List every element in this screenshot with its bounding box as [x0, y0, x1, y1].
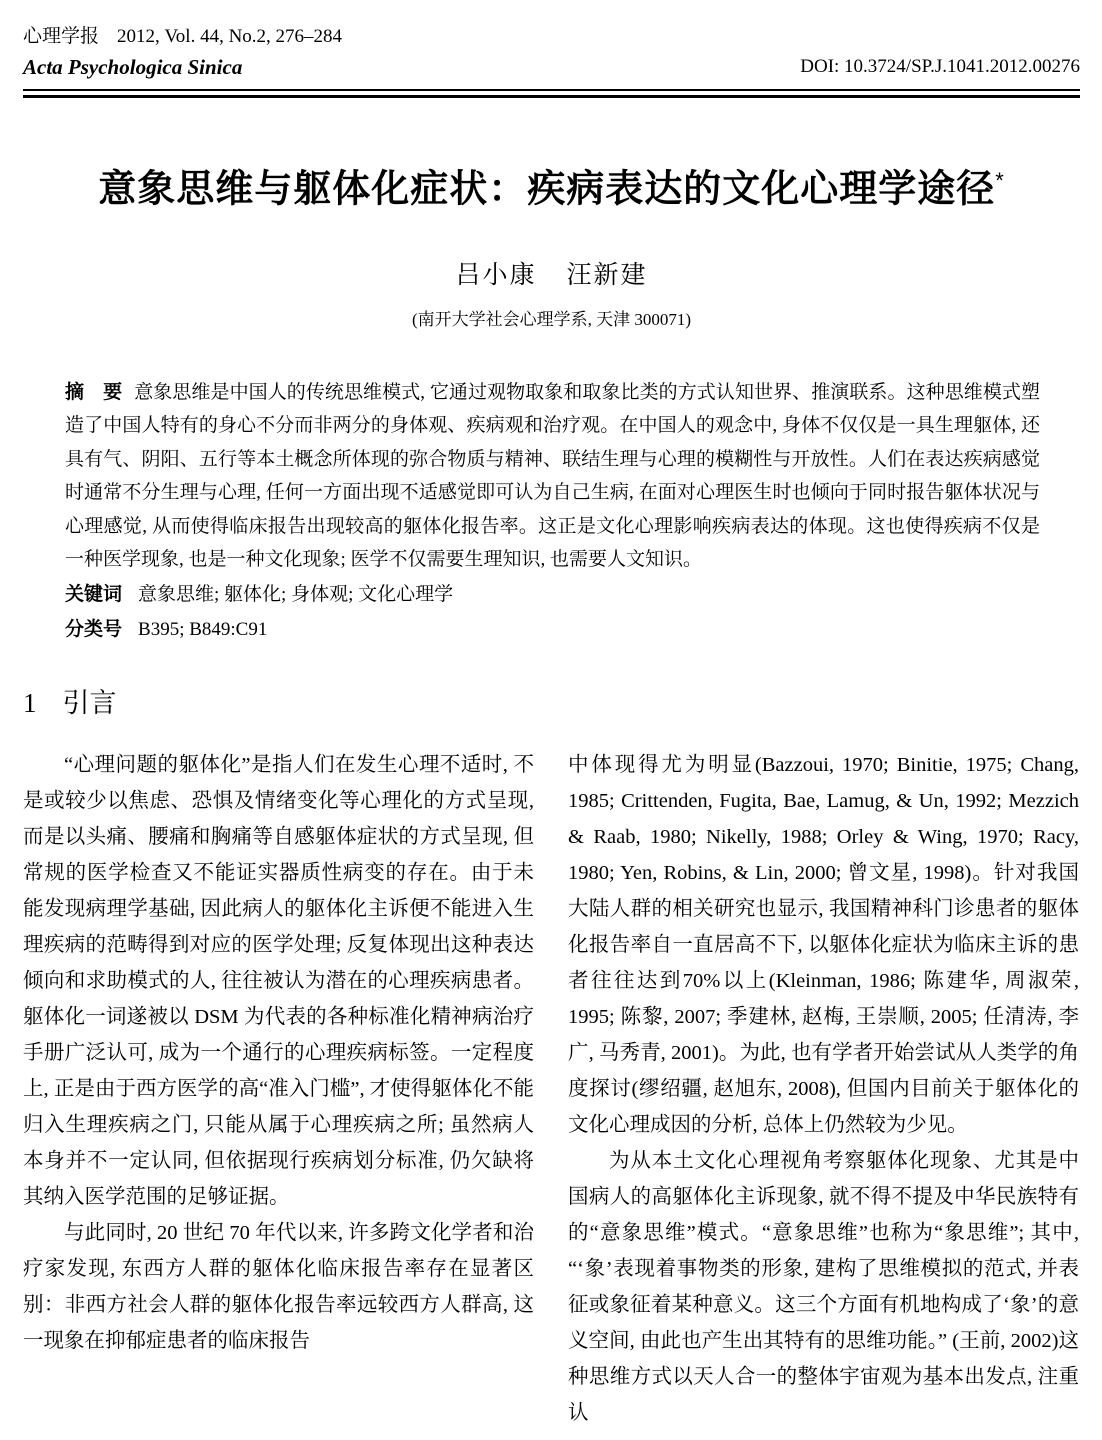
keywords-text: 意象思维; 躯体化; 身体观; 文化心理学: [138, 583, 454, 605]
paragraph: 与此同时, 20 世纪 70 年代以来, 许多跨文化学者和治疗家发现, 东西方人群的躯体化临床报告率存在显著区别：非西方社会人群的躯体化报告率远较西方人群高, 这一现象在抑郁症患者的临床报告: [23, 1221, 534, 1352]
abstract-label: 摘 要: [65, 381, 123, 403]
section-1-title: 引言: [62, 687, 117, 718]
keywords-line: [65, 577, 1040, 612]
keywords-label: 关键词: [65, 583, 123, 605]
author-line: [23, 259, 1080, 293]
paragraph: 为从本土文化心理视角考察躯体化现象、尤其是中国病人的高躯体化主诉现象, 就不得不提及中华民族特有的“意象思维”模式。“意象思维”也称为“象思维”; 其中, “‘象’表现着事物类的形象, 建构了思维模拟的范式, 并表征或象征着某种意义。这三个方面有机地构成了‘象’的意义空间, 由此也产生出其特有的思维功能。” (王前, 2002)这种思维方式以天人合一的整体宇宙观为基本出发点, 注重认: [568, 1149, 1079, 1424]
author-2: 汪新建: [566, 261, 648, 289]
author-1: 吕小康: [455, 261, 537, 289]
abstract-text: 意象思维是中国人的传统思维模式, 它通过观物取象和取象比类的方式认知世界、推演联系。这种思维模式塑造了中国人特有的身心不分而非两分的身体观、疾病观和治疗观。在中国人的观念中, 身体不仅仅是一具生理躯体, 还具有气、阴阳、五行等本土概念所体现的弥合物质与精神、联结生理与心理的模糊性与开放性。人们在表达疾病感觉时通常不分生理与心理, 任何一方面出现不适感觉即可认为自己生病, 在面对心理医生时也倾向于同时报告躯体状况与心理感觉, 从而使得临床报告出现较高的躯体化报告率。这正是文化心理影响疾病表达的体现。这也使得疾病不仅是一种医学现象, 也是一种文化现象; 医学不仅需要生理知识, 也需要人文知识。: [65, 381, 1040, 571]
classification-text: B395; B849:C91: [138, 618, 268, 640]
title-footnote-marker: *: [995, 168, 1005, 193]
section-1-number: 1: [23, 687, 37, 718]
abstract-block: [65, 376, 1040, 577]
paragraph: “心理问题的躯体化”是指人们在发生心理不适时, 不是或较少以焦虑、恐惧及情绪变化等心理化的方式呈现, 而是以头痛、腰痛和胸痛等自感躯体症状的方式呈现, 但常规的医学检查又不能证实器质性病变的存在。由于未能发现病理学基础, 因此病人的躯体化主诉便不能进入生理疾病的范畴得到对应的医学处理; 反复体现出这种表达倾向和求助模式的人, 往往被认为潜在的心理疾病患者。躯体化一词遂被以 DSM 为代表的各种标准化精神病治疗手册广泛认可, 成为一个通行的心理疾病标签。一定程度上, 正是由于西方医学的高“准入门槛”, 才使得躯体化不能归入生理疾病之门, 只能从属于心理疾病之所; 虽然病人本身并不一定认同, 但依据现行疾病划分标准, 仍欠缺将其纳入医学范围的足够证据。: [23, 753, 534, 1208]
journal-header: [23, 24, 1080, 81]
journal-header-left: [23, 24, 342, 81]
paper-title: [23, 156, 1080, 215]
paragraph: 中体现得尤为明显(Bazzoui, 1970; Binitie, 1975; Chang, 1985; Crittenden, Fugita, Bae, Lamug, & Un, 1992; Mezzich & Raab, 1980; Nikelly, 1988; Orley & Wing, 1970; Racy, 1980; Yen, Robins, & Lin, 2000; 曾文星, 1998)。针对我国大陆人群的相关研究也显示, 我国精神科门诊患者的躯体化报告率自一直居高不下, 以躯体化症状为临床主诉的患者往往达到70%以上(Kleinman, 1986; 陈建华, 周淑荣, 1995; 陈黎, 2007; 季建林, 赵梅, 王崇顺, 2005; 任清涛, 李广, 马秀青, 2001)。为此, 也有学者开始尝试从人类学的角度探讨(缪绍疆, 赵旭东, 2008), 但国内目前关于躯体化的文化心理成因的分析, 总体上仍然较为少见。: [568, 753, 1079, 1136]
header-divider-rule: [23, 89, 1080, 98]
journal-issue-info: 2012, Vol. 44, No.2, 276–284: [117, 26, 343, 47]
classification-line: [65, 612, 1040, 647]
paper-title-text: 意象思维与躯体化症状：疾病表达的文化心理学途径: [98, 168, 996, 211]
classification-label: 分类号: [65, 618, 123, 640]
journal-name-cn: 心理学报: [23, 26, 100, 47]
journal-doi: DOI: 10.3724/SP.J.1041.2012.00276: [800, 56, 1080, 77]
journal-name-en: Acta Psychologica Sinica: [23, 55, 243, 79]
body-columns: [23, 683, 1080, 1431]
right-column: [568, 683, 1079, 1431]
left-column: [23, 683, 534, 1431]
affiliation-line: (南开大学社会心理学系, 天津 300071): [411, 309, 692, 329]
section-1-heading: [23, 683, 534, 723]
journal-issue-line: [23, 24, 342, 50]
